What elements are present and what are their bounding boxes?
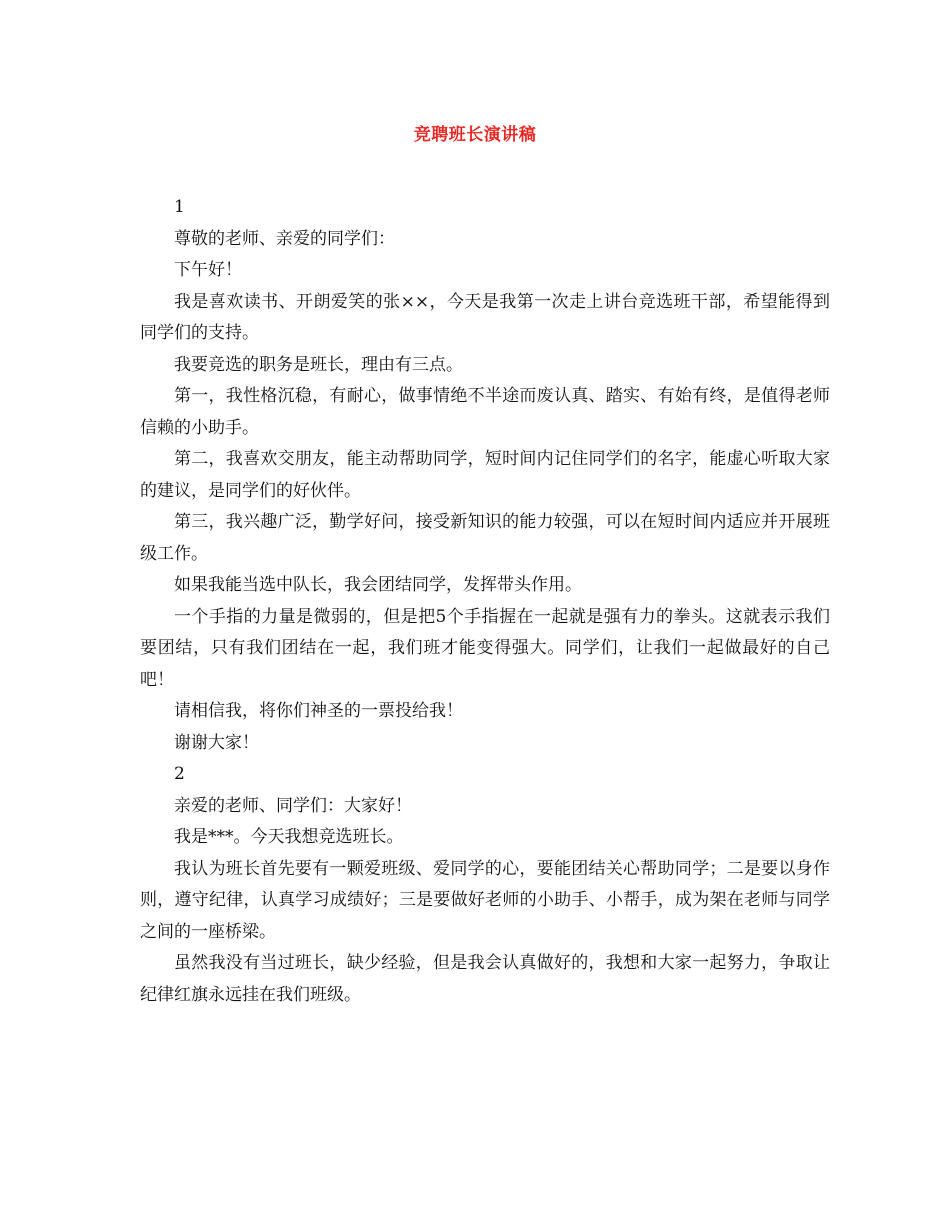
paragraph: 1 xyxy=(174,197,185,217)
paragraph: 请相信我，将你们神圣的一票投给我！ xyxy=(174,701,463,721)
paragraph: 2 xyxy=(174,764,185,784)
paragraph: 一个手指的力量是微弱的，但是把5个手指握在一起就是强有力的拳头。这就表示我们要团结，只有我们团结在一起，我们班才能变得强大。同学们，让我们一起做最好的自己吧！ xyxy=(140,606,830,690)
paragraph: 我是喜欢读书、开朗爱笑的张××，今天是我第一次走上讲台竞选班干部，希望能得到同学们的支持。 xyxy=(140,291,830,343)
document-body xyxy=(140,192,830,1011)
paragraph: 虽然我没有当过班长，缺少经验，但是我会认真做好的，我想和大家一起努力，争取让纪律红旗永远挂在我们班级。 xyxy=(140,953,830,1005)
paragraph: 亲爱的老师、同学们：大家好！ xyxy=(174,795,412,816)
paragraph: 尊敬的老师、亲爱的同学们： xyxy=(174,228,395,249)
paragraph: 下午好！ xyxy=(174,260,242,280)
paragraph: 如果我能当选中队长，我会团结同学，发挥带头作用。 xyxy=(174,575,582,595)
document-title: 竞聘班长演讲稿 xyxy=(413,125,537,145)
paragraph: 我认为班长首先要有一颗爱班级、爱同学的心，要能团结关心帮助同学；二是要以身作则，遵守纪律，认真学习成绩好；三是要做好老师的小助手、小帮手，成为架在老师与同学之间的一座桥梁。 xyxy=(140,858,830,942)
paragraph: 谢谢大家！ xyxy=(174,732,259,753)
paragraph: 我是***。今天我想竞选班长。 xyxy=(174,827,404,847)
paragraph: 第二，我喜欢交朋友，能主动帮助同学，短时间内记住同学们的名字，能虚心听取大家的建议，是同学们的好伙伴。 xyxy=(140,449,830,501)
paragraph: 第一，我性格沉稳，有耐心，做事情绝不半途而废认真、踏实、有始有终，是值得老师信赖的小助手。 xyxy=(140,386,830,438)
paragraph: 第三，我兴趣广泛，勤学好问，接受新知识的能力较强，可以在短时间内适应并开展班级工作。 xyxy=(140,512,830,564)
paragraph: 我要竞选的职务是班长，理由有三点。 xyxy=(174,354,463,375)
